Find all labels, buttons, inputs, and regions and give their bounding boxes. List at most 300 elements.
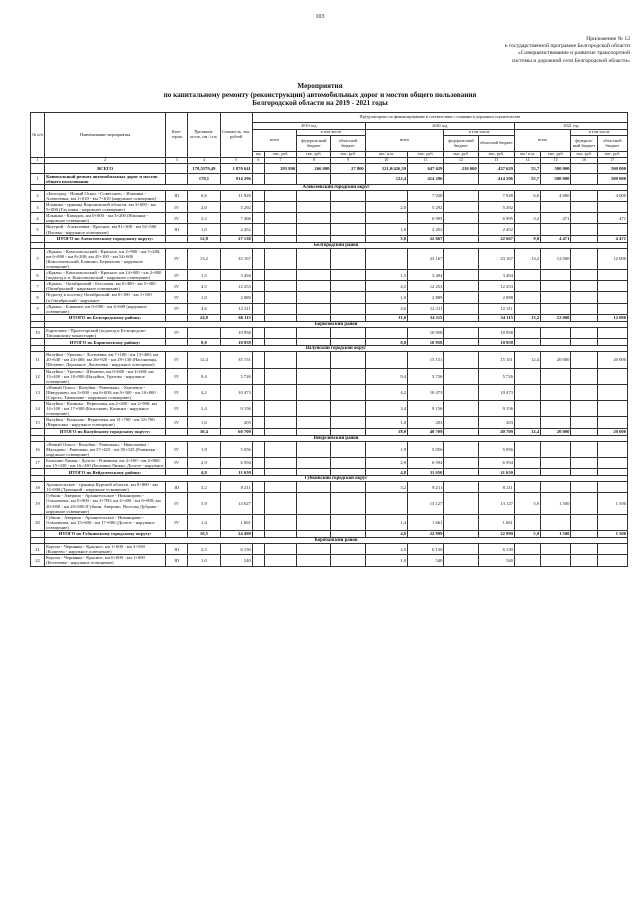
- row-c12: [444, 531, 478, 538]
- row-c16: [571, 292, 597, 303]
- row-c7: [264, 469, 296, 476]
- row-name: ИТОГО по Валуйскому городскому округу:: [45, 428, 166, 435]
- row-c7: [264, 327, 296, 338]
- table-row: [31, 384, 628, 400]
- row-c16: [571, 202, 597, 213]
- row-category: IV: [166, 514, 188, 530]
- row-c8: [297, 213, 331, 224]
- unit-trub: тыс. руб.: [478, 152, 514, 158]
- row-c13: 11 650: [478, 469, 514, 476]
- row-c15: 471: [541, 213, 571, 224]
- row-c16: [571, 384, 597, 400]
- row-c11: 9 156: [408, 401, 444, 417]
- page-number: 103: [315, 14, 325, 20]
- row-c6: [252, 482, 264, 493]
- row-c14: [514, 270, 540, 281]
- row-c8: [297, 514, 331, 530]
- unit-trub: тыс. руб.: [264, 152, 296, 158]
- row-category: [166, 339, 188, 346]
- row-c15: [541, 368, 571, 384]
- column-index-cell: 1: [31, 158, 45, 164]
- row-c17: [597, 514, 627, 530]
- row-c7: [264, 303, 296, 314]
- row-category: [166, 173, 188, 184]
- unit-km-pm: км / п.м.: [514, 152, 540, 158]
- row-c6: [252, 190, 264, 201]
- row-c14: [514, 368, 540, 384]
- row-c13: 5 292: [478, 202, 514, 213]
- row-c8: [297, 457, 331, 468]
- row-c8: [297, 281, 331, 292]
- row-c14: [514, 457, 540, 468]
- row-c9: [331, 457, 365, 468]
- table-row: [31, 281, 628, 292]
- row-c14: [514, 441, 540, 457]
- row-c9: 27 800: [331, 163, 365, 173]
- row-category: III: [166, 544, 188, 555]
- subtotal-row: [31, 314, 628, 321]
- row-num: [31, 428, 45, 435]
- row-c17: 20 000: [597, 428, 627, 435]
- row-c8: [297, 292, 331, 303]
- unit-km: км: [252, 152, 264, 158]
- subtotal-row: [31, 428, 628, 435]
- row-c13: 10 958: [478, 327, 514, 338]
- row-name: Архангельское - граница Курской области, км 8+800 - км 12+000 (Троицкий - наружное освещение): [45, 482, 166, 493]
- row-c12: [444, 428, 478, 435]
- row-length: 2,0: [188, 202, 220, 213]
- row-name: «Новый Оскол - Валуйки - Ровеньки» - Николаевка - Мальцево - Ровеньки, км 37+425 - км 39+325 (Ровеньки - наружное освещение): [45, 441, 166, 457]
- row-c11: 1 661: [408, 514, 444, 530]
- row-c12: [444, 482, 478, 493]
- row-c16: [571, 224, 597, 235]
- row-c14: [514, 469, 540, 476]
- row-c10: [365, 352, 407, 368]
- row-name: Подъезд к поселку Октябрьский, км 0+100 - км 1+100 (п.Октябрьский - наружное: [45, 292, 166, 303]
- table-row: [31, 417, 628, 428]
- row-c8: [297, 531, 331, 538]
- row-category: IV: [166, 292, 188, 303]
- header-2021: 2021 год: [514, 123, 627, 130]
- row-c10: 4,6: [365, 303, 407, 314]
- row-c6: [252, 327, 264, 338]
- row-c16: [571, 327, 597, 338]
- row-c12: [444, 235, 478, 242]
- row-c8: [297, 202, 331, 213]
- row-c7: [264, 417, 296, 428]
- row-c15: 12 000: [541, 248, 571, 269]
- row-c6: [252, 202, 264, 213]
- row-name: Короча - Чернянка - Красное, км 0+000 - км 1+000 (Бехтеевка - наружное освещение): [45, 555, 166, 566]
- column-index-cell: 2: [45, 158, 166, 164]
- table-row: [31, 173, 628, 184]
- row-c7: [264, 292, 296, 303]
- row-c14: 55,7: [514, 173, 540, 184]
- row-c13: 10 958: [478, 339, 514, 346]
- row-c13: 5 056: [478, 441, 514, 457]
- row-length: 2,5: [188, 544, 220, 555]
- row-c12: [444, 417, 478, 428]
- row-c16: [571, 482, 597, 493]
- row-cost: 1 870 641: [220, 163, 252, 173]
- row-c12: [444, 352, 478, 368]
- row-name: Борисовка - Пролетарский (подъезд к Белгородско-Тишанскому монастырю): [45, 327, 166, 338]
- row-cost: 5 056: [220, 441, 252, 457]
- row-c8: [297, 441, 331, 457]
- row-cost: 6 594: [220, 457, 252, 468]
- table-row: [31, 213, 628, 224]
- row-c12: [444, 224, 478, 235]
- row-c12: [444, 213, 478, 224]
- row-c14: [514, 281, 540, 292]
- measures-table: [30, 112, 628, 567]
- row-c12: [444, 303, 478, 314]
- row-category: IV: [166, 417, 188, 428]
- row-c10: 2,9: [365, 457, 407, 468]
- row-cost: 60 709: [220, 428, 252, 435]
- row-c7: [264, 401, 296, 417]
- unit-trub: тыс. руб.: [297, 152, 331, 158]
- row-c13: 1 661: [478, 514, 514, 530]
- column-index-cell: 13: [478, 158, 514, 164]
- row-c13: 10 473: [478, 384, 514, 400]
- row-c15: 12 000: [541, 314, 571, 321]
- row-c7: [264, 482, 296, 493]
- row-category: IV: [166, 270, 188, 281]
- row-name: Внутрий - Алексеевка - Красное, км 81+300 - км 92+500 (Иловка - наружное освещение): [45, 224, 166, 235]
- row-cost: 9 156: [220, 401, 252, 417]
- row-num: [31, 314, 45, 321]
- row-cost: 10 958: [220, 327, 252, 338]
- row-c15: [541, 292, 571, 303]
- row-c14: 13,2: [514, 248, 540, 269]
- row-cost: 35 151: [220, 352, 252, 368]
- row-c12: [444, 555, 478, 566]
- row-length: 178,1: [188, 173, 220, 184]
- row-c11: 5 726: [408, 368, 444, 384]
- row-c16: [571, 303, 597, 314]
- row-c11: 7 928: [408, 190, 444, 201]
- row-c7: [264, 544, 296, 555]
- row-c16: [571, 401, 597, 417]
- row-c10: 3,4: [365, 401, 407, 417]
- row-num: 19: [31, 493, 45, 514]
- row-c6: [252, 292, 264, 303]
- row-c14: [514, 292, 540, 303]
- row-num: [31, 339, 45, 346]
- row-num: 15: [31, 417, 45, 428]
- row-c16: [571, 428, 597, 435]
- appendix-note: [390, 36, 630, 65]
- row-category: IV: [166, 401, 188, 417]
- header-2020-incl: в том числе: [444, 130, 515, 136]
- row-cost: 3 494: [220, 270, 252, 281]
- row-c9: [331, 303, 365, 314]
- row-cost: 5 292: [220, 202, 252, 213]
- row-num: 9: [31, 303, 45, 314]
- title-line: Мероприятия: [297, 82, 343, 90]
- row-num: 12: [31, 368, 45, 384]
- row-c8: [297, 327, 331, 338]
- row-c11: 22 667: [408, 235, 444, 242]
- row-c10: 1,0: [365, 292, 407, 303]
- row-c15: [541, 224, 571, 235]
- row-c7: [264, 428, 296, 435]
- row-c15: 20 000: [541, 352, 571, 368]
- row-c13: 9 156: [478, 401, 514, 417]
- table-row: [31, 292, 628, 303]
- table-row: [31, 544, 628, 555]
- header-2020-federal: федераль-ный бюджет: [444, 136, 478, 152]
- row-c11: 22 999: [408, 531, 444, 538]
- unit-trub: тыс. руб.: [597, 152, 627, 158]
- row-c6: [252, 514, 264, 530]
- table-row: [31, 493, 628, 514]
- row-c15: [541, 384, 571, 400]
- section-title: Валуйский городской округ: [45, 346, 628, 352]
- row-c10: 3,2: [365, 482, 407, 493]
- row-c14: [514, 303, 540, 314]
- row-category: IV: [166, 303, 188, 314]
- row-cost: 2 889: [220, 292, 252, 303]
- row-c17: 12 000: [597, 248, 627, 269]
- row-c6: [252, 417, 264, 428]
- column-index-cell: 16: [571, 158, 597, 164]
- row-cost: 2 452: [220, 224, 252, 235]
- row-c10: 11,6: [365, 314, 407, 321]
- row-name: Валуйки - Уразово - Логачевка, км 7+100 - км 13+400; км 20+640 - км 24+460; км 26+920 - км 29+130 (Насоновцы, Шелаево, Дорожное, Логачевка - наружное освещение): [45, 352, 166, 368]
- row-c13: 437 629: [478, 163, 514, 173]
- row-name: «Крым» - Комсомольский - Красное, км 14+600 - км 2+000 (подъезд к п. Комсомольский - наружное освещение): [45, 270, 166, 281]
- unit-trub: тыс. руб.: [541, 152, 571, 158]
- row-name: Большие Лиман - Долгое - Ровеньки, км 2+160 - км 2+860; км 15+230 - км 16+430 (Большие Лиман, Долгое - наружное: [46, 457, 164, 468]
- subtotal-row: [31, 531, 628, 538]
- row-c11: 2 452: [408, 224, 444, 235]
- row-length: 30,4: [188, 428, 220, 435]
- row-c10: 4,6: [365, 531, 407, 538]
- row-c15: [541, 417, 571, 428]
- row-c9: [331, 482, 365, 493]
- row-num: 16: [31, 441, 45, 457]
- appendix-line: «Совершенствование и развитие транспортной: [517, 50, 630, 57]
- row-num: 7: [31, 281, 45, 292]
- row-c16: [571, 457, 597, 468]
- column-index-cell: 5: [220, 158, 252, 164]
- row-length: 9,4: [188, 368, 220, 384]
- row-c6: [252, 248, 264, 269]
- row-c14: 9,8: [514, 235, 540, 242]
- row-category: IV: [166, 457, 188, 468]
- row-c9: [331, 327, 365, 338]
- row-c11: 3 494: [408, 270, 444, 281]
- row-c17: [597, 281, 627, 292]
- row-c12: [444, 384, 478, 400]
- row-cost: 27 138: [220, 235, 252, 242]
- row-c9: [331, 531, 365, 538]
- row-c11: 6 594: [408, 457, 444, 468]
- row-c12: [444, 292, 478, 303]
- row-c11: 40 709: [408, 428, 444, 435]
- row-c14: [514, 555, 540, 566]
- table-row: [31, 368, 628, 384]
- row-category: [166, 163, 188, 173]
- row-c15: [541, 303, 571, 314]
- row-category: [166, 235, 188, 242]
- row-c15: [541, 327, 571, 338]
- unit-km-pm: км / п.м.: [365, 152, 407, 158]
- row-c15: 500 000: [541, 163, 571, 173]
- row-c12: [444, 173, 478, 184]
- row-c17: [597, 457, 627, 468]
- row-c17: [597, 292, 627, 303]
- row-c9: [331, 314, 365, 321]
- row-c7: [264, 281, 296, 292]
- header-financing: Предусмотрено по финансированию в соответствии с планами в дорожном строительстве: [252, 113, 627, 123]
- row-c8: [297, 339, 331, 346]
- row-name: ИТОГО по Борисовскому району:: [45, 339, 166, 346]
- row-c12: [444, 339, 478, 346]
- row-c13: 414 296: [478, 173, 514, 184]
- row-c13: 7 928: [478, 190, 514, 201]
- row-c16: [571, 248, 597, 269]
- row-c13: 203: [478, 417, 514, 428]
- header-length: Протяжен-ность, пм / п.м.: [188, 113, 220, 158]
- row-c6: [252, 339, 264, 346]
- row-name: Валуйки - Уразово - Шелаево, км 0+600 - км 4+600; км 13+400 - км 18+800 (Валуйки, Уразово - наружное освещение): [45, 368, 166, 384]
- row-length: 1,0: [188, 292, 220, 303]
- row-c10: 1,0: [365, 224, 407, 235]
- row-c11: 6 130: [408, 544, 444, 555]
- row-c11: 23 167: [408, 248, 444, 269]
- row-num: 13: [31, 384, 45, 400]
- row-c13: 22 667: [478, 235, 514, 242]
- row-c7: [264, 384, 296, 400]
- row-c16: [571, 190, 597, 201]
- row-c12: [444, 190, 478, 201]
- row-c8: [297, 544, 331, 555]
- row-c17: [597, 441, 627, 457]
- row-c17: [597, 368, 627, 384]
- row-c8: [297, 224, 331, 235]
- header-2019: 2019 год: [252, 123, 365, 130]
- row-c6: [252, 303, 264, 314]
- row-c17: 471: [597, 213, 627, 224]
- row-length: 1,0: [188, 417, 220, 428]
- row-c6: [252, 163, 264, 173]
- row-c16: [571, 163, 597, 173]
- row-c6: [252, 235, 264, 242]
- header-2021-total: всего: [514, 130, 570, 152]
- row-category: III: [166, 224, 188, 235]
- row-c12: [444, 202, 478, 213]
- title-line: Белгородской области на 2019 - 2021 годы: [252, 99, 388, 108]
- row-cost: 540: [220, 555, 252, 566]
- row-c10: 9,4: [365, 368, 407, 384]
- row-c8: [297, 428, 331, 435]
- row-category: IV: [166, 493, 188, 514]
- row-length: 0,0: [188, 339, 220, 346]
- title-line: по капитальному ремонту (реконструкции) автомобильных дорог и мостов общего пользования: [163, 90, 477, 99]
- row-c15: [541, 482, 571, 493]
- appendix-line: Приложение № 12: [586, 36, 630, 42]
- column-index-cell: 15: [541, 158, 571, 164]
- row-c13: 6 995: [478, 213, 514, 224]
- row-length: 6,6: [188, 190, 220, 201]
- row-c6: [252, 352, 264, 368]
- row-c9: [331, 248, 365, 269]
- row-length: 1,0: [188, 555, 220, 566]
- header-2020-regional: областной бюджет: [478, 136, 514, 152]
- row-category: [166, 531, 188, 538]
- row-c17: [597, 202, 627, 213]
- unit-trub: тыс. руб.: [571, 152, 597, 158]
- row-c13: 6 594: [478, 457, 514, 468]
- row-category: IV: [166, 327, 188, 338]
- row-c7: [264, 441, 296, 457]
- row-c6: [252, 384, 264, 400]
- row-category: [166, 469, 188, 476]
- table-row: [31, 457, 628, 468]
- row-c15: 1 500: [541, 531, 571, 538]
- row-c15: 4 000: [541, 190, 571, 201]
- row-c13: 15 151: [478, 352, 514, 368]
- row-num: 2: [31, 190, 45, 201]
- header-2019-total: всего: [252, 130, 296, 152]
- header-2019-federal: федераль-ный бюджет: [297, 136, 331, 152]
- row-num: 21: [31, 544, 45, 555]
- row-c17: [597, 544, 627, 555]
- row-c9: [331, 493, 365, 514]
- row-length: 4,5: [188, 281, 220, 292]
- row-c12: [444, 514, 478, 530]
- row-c15: [541, 401, 571, 417]
- row-c8: [297, 384, 331, 400]
- row-c10: [365, 327, 407, 338]
- row-c14: 55,7: [514, 163, 540, 173]
- row-c9: [331, 173, 365, 184]
- row-cost: 11 928: [220, 190, 252, 201]
- row-c16: [571, 281, 597, 292]
- row-c16: [571, 441, 597, 457]
- header-num: № п/п: [31, 113, 45, 158]
- row-category: III: [166, 555, 188, 566]
- row-c6: [252, 469, 264, 476]
- row-c15: [541, 339, 571, 346]
- row-c17: 1 500: [597, 493, 627, 514]
- column-index-cell: 9: [331, 158, 365, 164]
- row-c17: [597, 339, 627, 346]
- row-c9: [331, 555, 365, 566]
- row-category: IV: [166, 213, 188, 224]
- row-length: 24,8: [188, 314, 220, 321]
- row-c15: [541, 544, 571, 555]
- row-c14: [514, 202, 540, 213]
- row-c9: [331, 352, 365, 368]
- column-index-cell: 10: [365, 158, 407, 164]
- row-cost: 35 167: [220, 248, 252, 269]
- row-length: 1,9: [188, 441, 220, 457]
- row-c17: [597, 224, 627, 235]
- row-num: 6: [31, 270, 45, 281]
- row-c12: [444, 327, 478, 338]
- row-c11: 10 958: [408, 327, 444, 338]
- section-title: Вейделевский район: [45, 435, 628, 441]
- header-2020-total: всего: [365, 130, 444, 152]
- row-c16: [571, 544, 597, 555]
- row-name: ВСЕГО: [45, 163, 166, 173]
- row-category: [166, 314, 188, 321]
- row-c8: [297, 270, 331, 281]
